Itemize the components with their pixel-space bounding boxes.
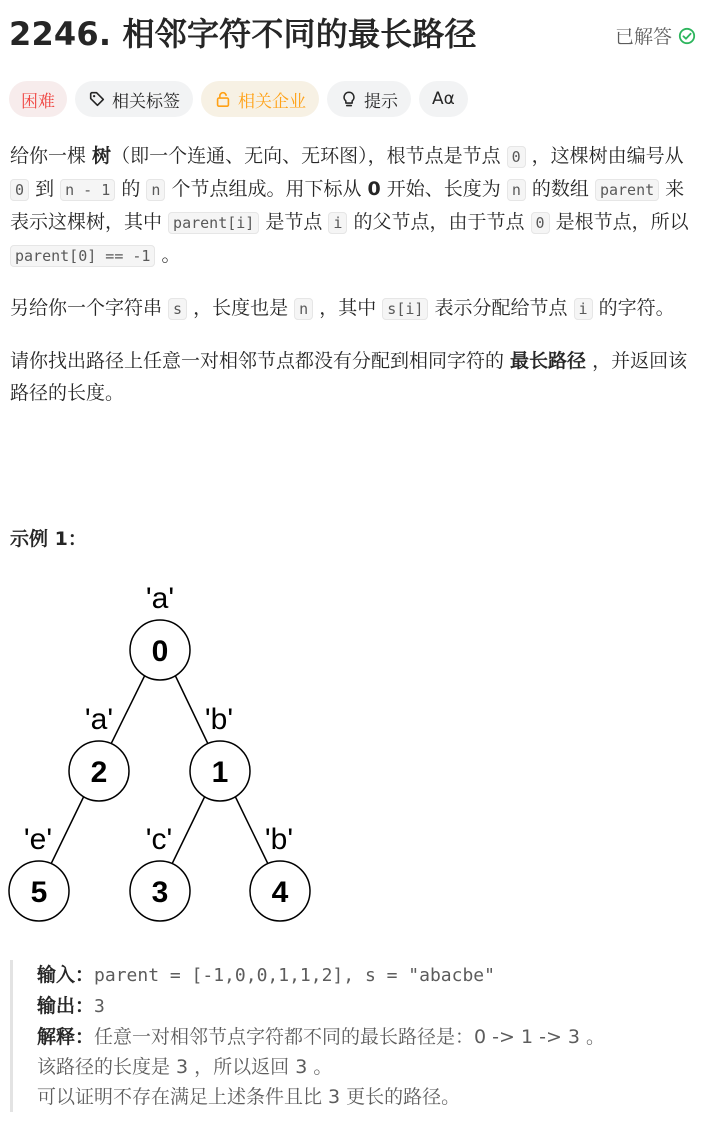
explain-label: 解释： xyxy=(37,1026,95,1048)
solved-status xyxy=(615,22,696,49)
lock-icon xyxy=(214,90,232,108)
tag-icon xyxy=(88,90,106,108)
inline-code: n xyxy=(294,298,313,320)
tree-node-id: 3 xyxy=(151,876,169,909)
explain-text-line-2: 该路径的长度是 3 ，所以返回 3 。 xyxy=(37,1056,333,1078)
text-span: 是节点 xyxy=(259,211,329,233)
inline-code: parent[i] xyxy=(168,212,259,234)
inline-code: s xyxy=(168,298,187,320)
inline-code: i xyxy=(574,298,593,320)
text-span: 的 xyxy=(115,178,147,200)
example-explain-line xyxy=(37,1022,726,1052)
tree-node-id: 5 xyxy=(30,876,48,909)
text-span: 来表示这棵树，其中 xyxy=(10,178,685,233)
tree-diagram xyxy=(0,574,330,934)
tree-node-char: 'a' xyxy=(84,703,114,736)
tree-node-id: 1 xyxy=(211,756,229,789)
tree-node-id: 0 xyxy=(151,635,169,668)
tree-node-char: 'b' xyxy=(264,823,294,856)
tree-edge xyxy=(235,796,269,866)
description-paragraph-3 xyxy=(10,345,700,409)
text-span: ，并返回该路径的长度。 xyxy=(10,350,688,404)
font-toggle-button[interactable] xyxy=(419,81,468,117)
related-company-button[interactable] xyxy=(201,81,319,117)
difficulty-label: 困难 xyxy=(21,91,55,112)
hint-label: 提示 xyxy=(364,91,398,112)
problem-title: 2246. 相邻字符不同的最长路径 xyxy=(9,15,477,53)
difficulty-badge xyxy=(9,81,67,117)
text-span: 的数组 xyxy=(525,178,595,200)
text-span: 。 xyxy=(155,244,181,266)
bold-term: 最长路径 xyxy=(510,350,587,372)
related-tags-label: 相关标签 xyxy=(112,91,180,112)
explain-text: 任意一对相邻节点字符都不同的最长路径是：0 -> 1 -> 3 。 xyxy=(94,1026,606,1048)
tree-edge xyxy=(110,675,145,746)
inline-code: n xyxy=(507,179,526,201)
text-span: 开始、长度为 xyxy=(380,178,507,200)
bold-term: 0 xyxy=(367,178,381,200)
description-paragraph-2 xyxy=(10,292,700,325)
input-label: 输入： xyxy=(37,964,95,986)
text-span: 个节点组成。用下标从 xyxy=(165,178,368,200)
inline-code: 0 xyxy=(10,179,29,201)
explain-text-line-3: 可以证明不存在满足上述条件且比 3 更长的路径。 xyxy=(37,1086,461,1108)
tree-node-char: 'a' xyxy=(145,582,175,615)
tree-edge xyxy=(171,796,205,866)
inline-code: parent[0] == -1 xyxy=(10,245,155,267)
output-value: 3 xyxy=(94,996,105,1017)
input-value: parent = [-1,0,0,1,1,2], s = "abacbe" xyxy=(94,965,495,986)
tree-node-char: 'b' xyxy=(204,703,234,736)
tree-node-id: 2 xyxy=(90,756,108,789)
inline-code: s[i] xyxy=(382,298,428,320)
font-toggle-label: Aα xyxy=(432,89,455,109)
description-paragraph-1 xyxy=(10,140,700,272)
example-input-line xyxy=(37,960,726,991)
bold-term: 树 xyxy=(92,145,112,167)
example-block xyxy=(10,960,726,1112)
check-circle-icon xyxy=(678,27,696,45)
example-title: 示例 1： xyxy=(10,528,87,550)
lightbulb-icon xyxy=(340,90,358,108)
inline-code: parent xyxy=(595,179,659,201)
tree-edge xyxy=(175,675,209,746)
text-span: 给你一棵 xyxy=(10,145,93,167)
inline-code: 0 xyxy=(507,146,526,168)
text-span: 到 xyxy=(29,178,61,200)
output-label: 输出： xyxy=(37,995,95,1017)
solved-status-label: 已解答 xyxy=(614,26,672,48)
inline-code: n xyxy=(146,179,165,201)
text-span: 表示分配给节点 xyxy=(428,297,574,319)
hint-button[interactable] xyxy=(327,81,411,117)
text-span: 的字符。 xyxy=(592,297,675,319)
tree-edge xyxy=(50,796,84,866)
inline-code: i xyxy=(328,212,347,234)
text-span: （即一个连通、无向、无环图），根节点是节点 xyxy=(111,145,507,167)
related-company-label: 相关企业 xyxy=(238,91,306,112)
inline-code: n - 1 xyxy=(60,179,115,201)
tree-node-char: 'c' xyxy=(145,823,173,856)
inline-code: 0 xyxy=(531,212,550,234)
text-span: ，长度也是 xyxy=(187,297,295,319)
problem-description xyxy=(10,140,700,429)
tag-bar xyxy=(9,81,468,117)
tree-node-id: 4 xyxy=(271,876,289,909)
tree-node-char: 'e' xyxy=(23,823,53,856)
text-span: 请你找出路径上任意一对相邻节点都没有分配到相同字符的 xyxy=(10,350,511,372)
text-span: 另给你一个字符串 xyxy=(10,297,169,319)
example-output-line xyxy=(37,991,726,1022)
text-span: ，其中 xyxy=(313,297,383,319)
text-span: 的父节点，由于节点 xyxy=(347,211,531,233)
related-tags-button[interactable] xyxy=(75,81,193,117)
text-span: ，这棵树由编号从 xyxy=(525,145,684,167)
text-span: 是根节点，所以 xyxy=(549,211,689,233)
